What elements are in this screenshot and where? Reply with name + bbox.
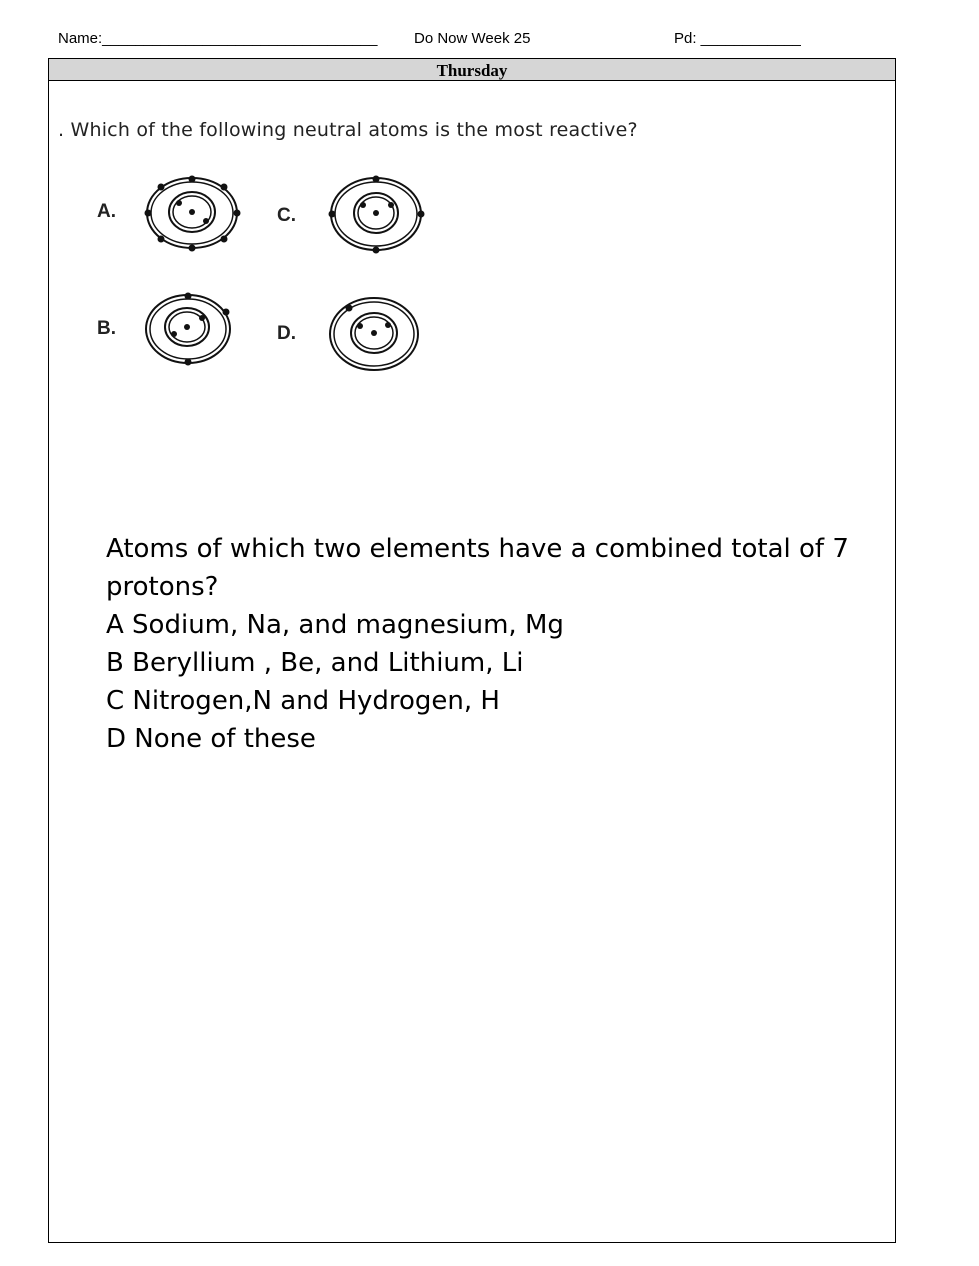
- day-heading: Thursday: [49, 59, 895, 81]
- question-2-option-b: B Beryllium , Be, and Lithium, Li: [106, 648, 524, 678]
- question-1-text: . Which of the following neutral atoms is the most reactive?: [58, 119, 638, 141]
- worksheet-title: Do Now Week 25: [414, 30, 531, 47]
- atom-diagram-c: [325, 172, 429, 258]
- worksheet-header: [0, 30, 979, 52]
- question-2-option-c: C Nitrogen,N and Hydrogen, H: [106, 686, 500, 716]
- option-a-label: A.: [97, 201, 116, 222]
- question-2-option-a: A Sodium, Na, and magnesium, Mg: [106, 610, 564, 640]
- atom-diagram-a: [141, 172, 245, 256]
- question-2-prompt-line2: protons?: [106, 572, 219, 602]
- question-2-prompt-line1: Atoms of which two elements have a combined total of 7: [106, 534, 849, 564]
- option-d-label: D.: [277, 323, 296, 344]
- period-field-label[interactable]: Pd: ____________: [674, 30, 801, 47]
- atom-diagram-b: [141, 290, 237, 370]
- option-b-label: B.: [97, 318, 116, 339]
- question-2-option-d: D None of these: [106, 724, 316, 754]
- question-2: [106, 530, 896, 758]
- option-c-label: C.: [277, 205, 296, 226]
- atom-diagram-d: [325, 292, 425, 376]
- name-field-label[interactable]: Name:_________________________________: [58, 30, 378, 47]
